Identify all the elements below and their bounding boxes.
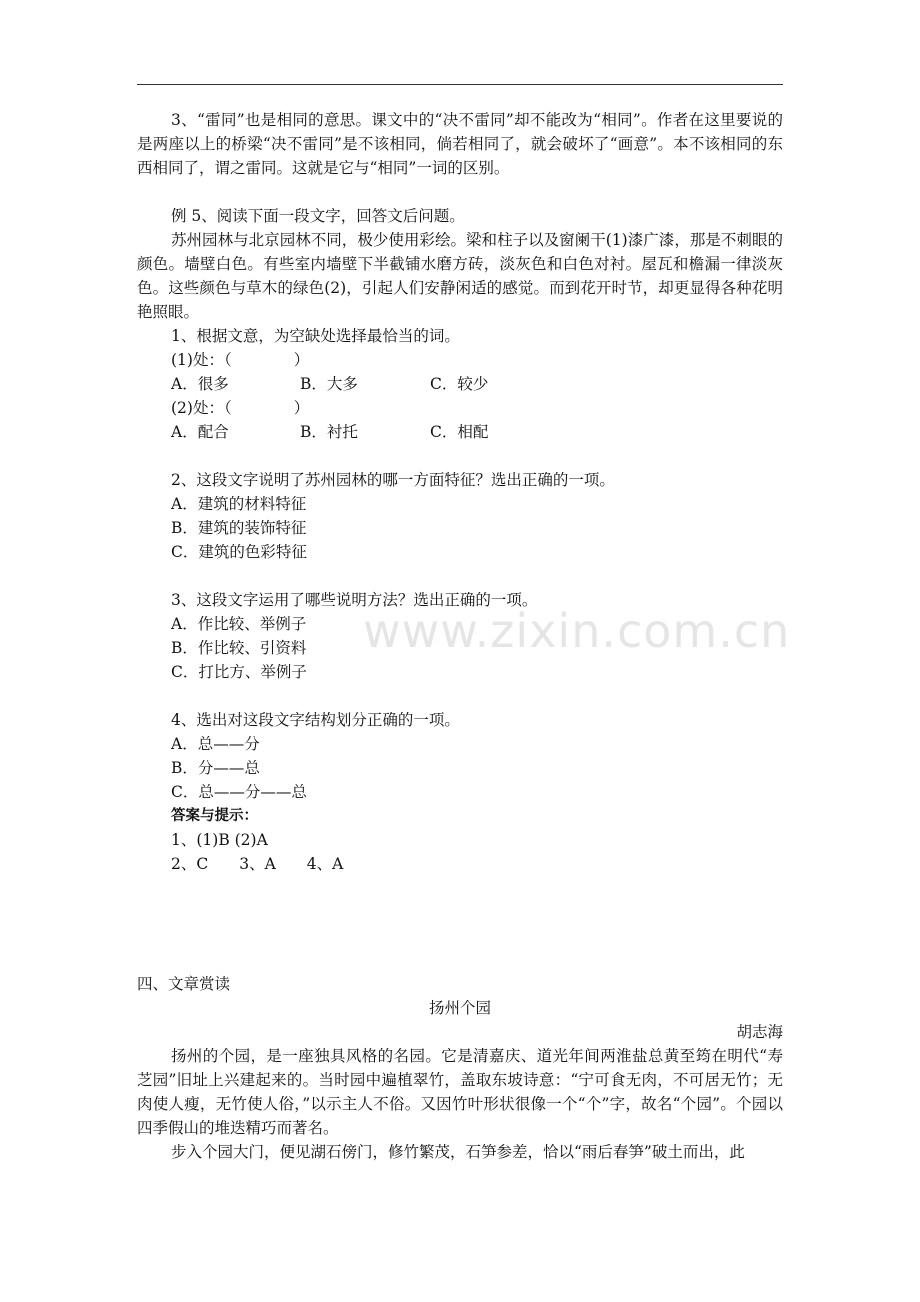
spacer	[137, 444, 783, 468]
watermark: www.zixin.com.cn	[363, 604, 791, 658]
question-4-stem: 4、选出对这段文字结构划分正确的一项。	[171, 711, 460, 729]
option-a: A．很多	[171, 375, 229, 393]
article-title: 扬州个园	[428, 999, 491, 1017]
header-rule	[137, 84, 783, 85]
note-paragraph-3: 3、“雷同”也是相同的意思。课文中的“决不雷同”却不能改为“相同”。作者在这里要说的是两座以上的桥梁“决不雷同”是不该相同，倘若相同了，就会破坏了“画意”。本不该相同的东西相同了，谓之雷同。这就是它与“相同”一词的区别。	[137, 111, 783, 177]
question-3-stem: 3、这段文字运用了哪些说明方法？选出正确的一项。	[171, 591, 538, 609]
question-2-option-c: C．建筑的色彩特征	[171, 543, 307, 561]
spacer	[137, 876, 783, 972]
option-c: C．较少	[430, 375, 489, 393]
example-passage: 苏州园林与北京园林不同，极少使用彩绘。梁和柱子以及窗阑干(1)漆广漆，那是不刺眼的颜色。墙壁白色。有些室内墙壁下半截铺水磨方砖，淡灰色和白色对衬。屋瓦和檐漏一律淡灰色。这些颜色与草木的绿色(2)，引起人们安静闲适的感觉。而到花开时节，却更显得各种花明艳照眼。	[137, 231, 783, 321]
answers-heading: 答案与提示：	[171, 808, 258, 824]
spacer	[137, 564, 783, 588]
question-4-option-b: B．分——总	[171, 759, 260, 777]
article-author: 胡志海	[736, 1023, 783, 1041]
question-2-stem: 2、这段文字说明了苏州园林的哪一方面特征？选出正确的一项。	[171, 471, 615, 489]
option-b: B．大多	[300, 375, 358, 393]
article-paragraph-2: 步入个园大门，便见湖石傍门，修竹繁茂，石笋参差，恰以“雨后春笋”破土而出，此	[171, 1143, 745, 1161]
question-1-blank-2-options	[137, 420, 783, 444]
document-body	[137, 108, 783, 1164]
question-1-blank-1-options	[137, 372, 783, 396]
spacer	[137, 684, 783, 708]
section-4-heading: 四、文章赏读	[137, 975, 231, 993]
question-1-blank-2-label: (2)处：（ ）	[171, 399, 310, 417]
option-c: C．相配	[430, 423, 489, 441]
question-2-option-b: B．建筑的装饰特征	[171, 519, 307, 537]
answers-line-2: 2、C 3、A 4、A	[171, 855, 344, 873]
question-2-option-a: A．建筑的材料特征	[171, 495, 307, 513]
question-4-option-a: A．总——分	[171, 735, 260, 753]
question-1-blank-1-label: (1)处：（ ）	[171, 351, 310, 369]
option-b: B．衬托	[300, 423, 358, 441]
spacer	[137, 180, 783, 204]
example-heading: 例 5、阅读下面一段文字，回答文后问题。	[171, 207, 465, 225]
option-a: A．配合	[171, 423, 229, 441]
article-paragraph-1: 扬州的个园，是一座独具风格的名园。它是清嘉庆、道光年间两淮盐总黄至筠在明代“寿芝园”旧址上兴建起来的。当时园中遍植翠竹，盖取东坡诗意：“宁可食无肉，不可居无竹；无肉使人瘦，无竹使人俗，”以示主人不俗。又因竹叶形状很像一个“个”字，故名“个园”。个园以四季假山的堆迭精巧而著名。	[137, 1047, 783, 1137]
question-3-option-c: C．打比方、举例子	[171, 663, 307, 681]
question-3-option-a: A．作比较、举例子	[171, 615, 307, 633]
question-4-option-c: C．总——分——总	[171, 783, 307, 801]
question-3-option-b: B．作比较、引资料	[171, 639, 307, 657]
answers-line-1: 1、(1)B (2)A	[171, 831, 268, 849]
question-1-stem: 1、根据文意，为空缺处选择最恰当的词。	[171, 327, 460, 345]
